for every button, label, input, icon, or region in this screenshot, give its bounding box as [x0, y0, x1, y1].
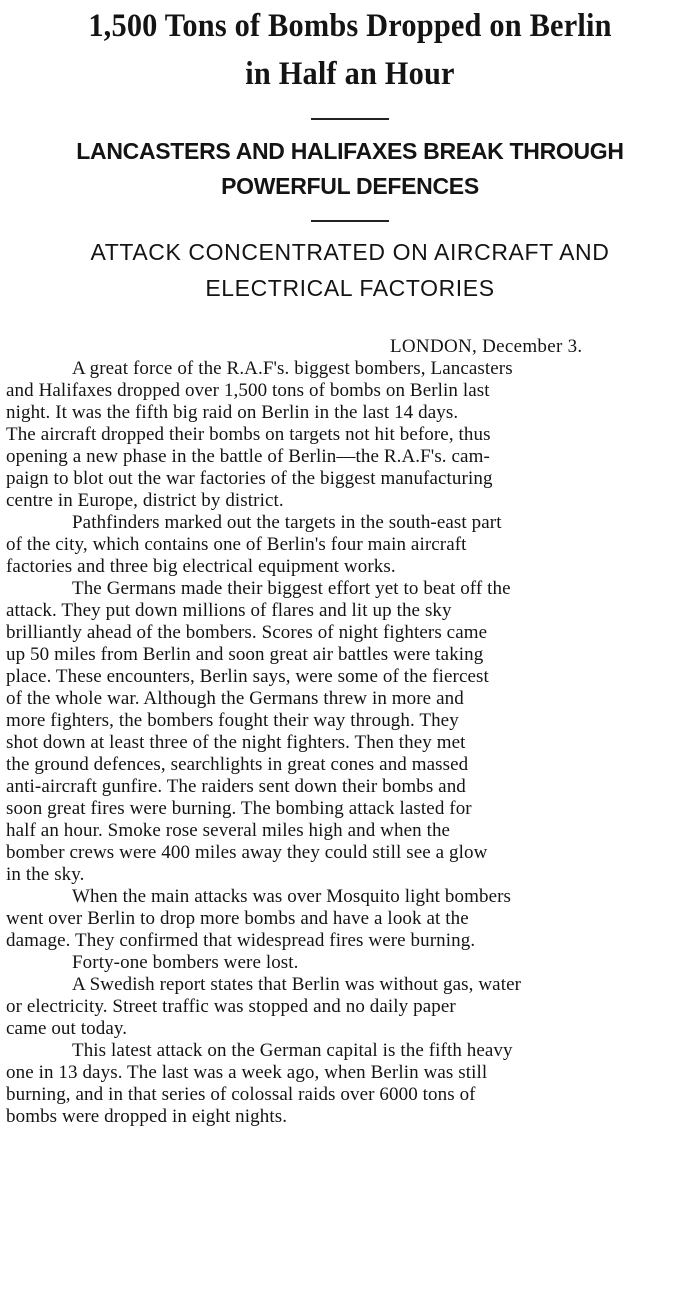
- body-line: bombs were dropped in eight nights.: [6, 1106, 288, 1127]
- body-line: factories and three big electrical equipment works.: [6, 556, 396, 577]
- body-line: attack. They put down millions of flares and lit up the sky: [6, 600, 452, 621]
- body-line: night. It was the fifth big raid on Berlin in the last 14 days.: [6, 402, 459, 423]
- body-line: one in 13 days. The last was a week ago, when Berlin was still: [6, 1062, 488, 1083]
- body-line: shot down at least three of the night fighters. Then they met: [6, 732, 466, 753]
- body-line: half an hour. Smoke rose several miles high and when the: [6, 820, 451, 841]
- headline-line-2: in Half an Hour: [245, 56, 455, 92]
- body-line: opening a new phase in the battle of Berlin—the R.A.F's. cam-: [6, 446, 490, 467]
- body-line: When the main attacks was over Mosquito light bombers: [72, 886, 512, 907]
- divider-rule: [311, 220, 389, 222]
- body-line: bomber crews were 400 miles away they could still see a glow: [6, 842, 488, 863]
- body-line: This latest attack on the German capital is the fifth heavy: [72, 1040, 513, 1061]
- body-line: Forty-one bombers were lost.: [72, 952, 299, 973]
- headline-line-1: 1,500 Tons of Bombs Dropped on Berlin: [88, 8, 612, 44]
- dateline: LONDON, December 3.: [390, 336, 583, 357]
- body-line: soon great fires were burning. The bombing attack lasted for: [6, 798, 472, 819]
- subheadline-secondary-line-2: ELECTRICAL FACTORIES: [205, 275, 495, 301]
- body-line: or electricity. Street traffic was stopped and no daily paper: [6, 996, 456, 1017]
- body-line: A Swedish report states that Berlin was without gas, water: [72, 974, 522, 995]
- body-line: The Germans made their biggest effort yet to beat off the: [72, 578, 511, 599]
- body-line: damage. They confirmed that widespread fires were burning.: [6, 930, 476, 951]
- subheadline-primary: [0, 134, 700, 204]
- headline: [28, 0, 672, 98]
- body-line: anti-aircraft gunfire. The raiders sent down their bombs and: [6, 776, 466, 797]
- body-line: and Halifaxes dropped over 1,500 tons of bombs on Berlin last: [6, 380, 490, 401]
- subheadline-secondary: [0, 234, 700, 306]
- body-line: came out today.: [6, 1018, 128, 1039]
- body-line: of the whole war. Although the Germans threw in more and: [6, 688, 464, 709]
- article-body: [0, 358, 700, 1128]
- body-line: centre in Europe, district by district.: [6, 490, 284, 511]
- body-line: A great force of the R.A.F's. biggest bombers, Lancasters: [72, 358, 513, 379]
- body-line: paign to blot out the war factories of the biggest manufacturing: [6, 468, 493, 489]
- body-line: of the city, which contains one of Berlin's four main aircraft: [6, 534, 467, 555]
- divider-rule: [311, 118, 389, 120]
- subheadline-primary-line-1: LANCASTERS AND HALIFAXES BREAK THROUGH: [76, 138, 624, 164]
- body-line: up 50 miles from Berlin and soon great air battles were taking: [6, 644, 484, 665]
- body-line: went over Berlin to drop more bombs and have a look at the: [6, 908, 469, 929]
- body-line: burning, and in that series of colossal raids over 6000 tons of: [6, 1084, 476, 1105]
- body-line: place. These encounters, Berlin says, were some of the fiercest: [6, 666, 489, 687]
- body-line: the ground defences, searchlights in great cones and massed: [6, 754, 469, 775]
- body-line: Pathfinders marked out the targets in the south-east part: [72, 512, 502, 533]
- body-line: more fighters, the bombers fought their way through. They: [6, 710, 459, 731]
- subheadline-primary-line-2: POWERFUL DEFENCES: [221, 173, 479, 199]
- body-line: The aircraft dropped their bombs on targets not hit before, thus: [6, 424, 491, 445]
- subheadline-secondary-line-1: ATTACK CONCENTRATED ON AIRCRAFT AND: [90, 239, 610, 265]
- body-line: brilliantly ahead of the bombers. Scores of night fighters came: [6, 622, 488, 643]
- body-line: in the sky.: [6, 864, 85, 885]
